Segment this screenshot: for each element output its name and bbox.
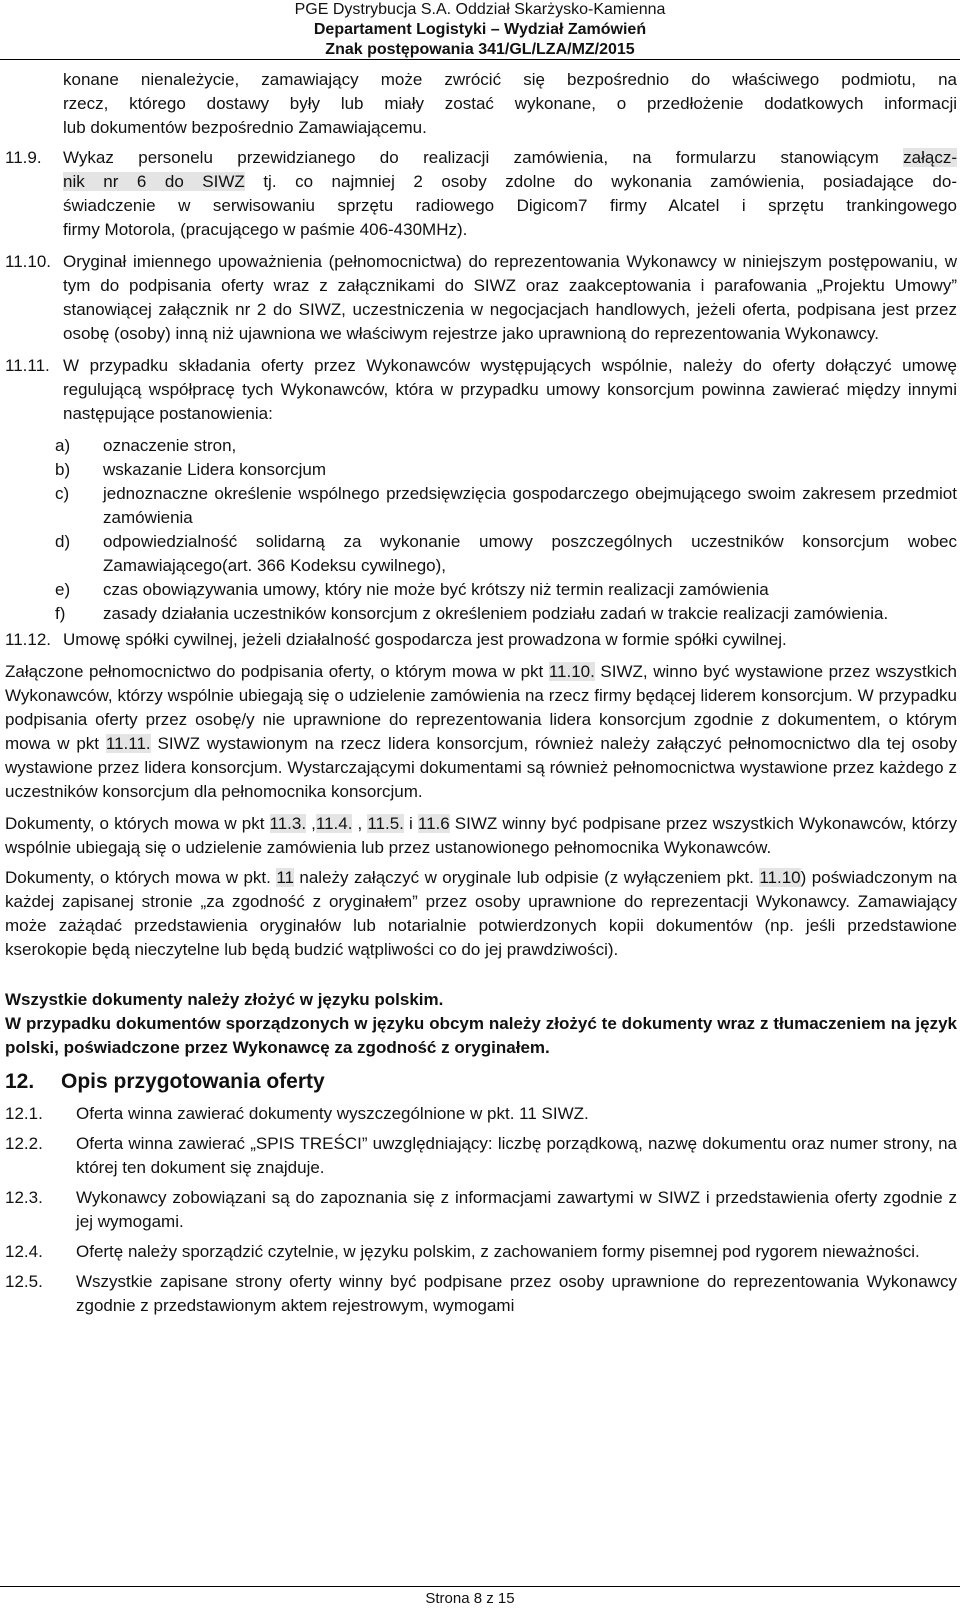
continued-line-3: lub dokumentów bezpośrednio Zamawiającemu. [63,118,427,137]
subsection-item: 12.3. Wykonawcy zobowiązani są do zapoznania się z informacjami zawartymi w SIWZ i przedstawienia oferty zgodnie z jej wymogami. [5,1188,957,1231]
bold-notice-language: Wszystkie dokumenty należy złożyć w języku polskim. [5,990,444,1009]
item-text: Oryginał imiennego upoważnienia (pełnomocnictwa) do reprezentowania Wykonawcy w niniejszym postępowaniu, w tym do podpisania oferty wraz z załącznikami do SIWZ oraz zaakceptowania i parafowania „Projektu Umowy” stanowiącej załącznik nr 2 do SIWZ, uczestniczenia w negocjacjach handlowych, jeżeli oferta, podpisana jest przez osobę (osoby) inną niż ujawniona we właściwym rejestrze jako uprawnioną do reprezentowania Wykonawcy. [63,252,957,343]
highlight-reference: 11.4. [315,814,353,833]
highlight-reference: 11.3. [269,814,307,833]
highlight-reference: 11.10. [548,662,595,681]
list-item: f) zasady działania uczestników konsorcjum z określeniem podziału zadań w trakcie realizacji zamówienia. [55,604,889,623]
highlight-reference: załącz- [903,148,957,167]
item-text: Umowę spółki cywilnej, jeżeli działalność gospodarcza jest prowadzona w formie spółki cywilnej. [63,630,787,649]
subsection-item: 12.2. Oferta winna zawierać „SPIS TREŚCI” uwzględniający: liczbę porządkową, nazwę dokumentu oraz numer strony, na której ten dokument się znajduje. [5,1134,957,1177]
continued-line-2: rzecz, którego dostawy były lub miały zostać wykonane, o przedłożenie dodatkowych informacji [63,94,957,113]
paragraph-signing-documents: Dokumenty, o których mowa w pkt 11.3. ,11.4. , 11.5. i 11.6 SIWZ winny być podpisane przez wszystkich Wykonawców, którzy wspólnie ubiegają się o udzielenie zamówienia lub przez ustanowionego pełnomocnika Wykonawców. [5,814,957,857]
highlight-reference: 11.6 [417,814,450,833]
item-11-9 [5,146,957,242]
item-11-11 [5,354,957,626]
highlight-reference: 11.5. [367,814,404,833]
page-number: Strona 8 z 15 [425,1590,515,1607]
section-number: 12. [5,1070,35,1093]
list-item: c) jednoznaczne określenie wspólnego przedsięwzięcia gospodarczego obejmującego swoim zakresem przedmiot zamówienia [55,484,957,527]
item-text: W przypadku składania oferty przez Wykonawców występujących wspólnie, należy do oferty dołączyć umowę regulującą współpracę tych Wykonawców, która w przypadku umowy konsorcjum powinna zawierać między innymi następujące postanowienia: [63,356,957,423]
list-item: e) czas obowiązywania umowy, który nie może być krótszy niż termin realizacji zamówienia [55,580,769,599]
subsection-item: 12.5. Wszystkie zapisane strony oferty winny być podpisane przez osoby uprawnione do reprezentowania Wykonawcy zgodnie z przedstawionym aktem rejestrowym, wymogami [5,1272,957,1315]
item-11-12 [5,628,957,652]
subsection-item: 12.4. Ofertę należy sporządzić czytelnie, w języku polskim, z zachowaniem formy pisemnej pod rygorem nieważności. [5,1242,920,1261]
highlight-reference: 11.10 [759,868,801,887]
list-item: d) odpowiedzialność solidarną za wykonanie umowy poszczególnych uczestników konsorcjum wobec Zamawiającego(art. 366 Kodeksu cywilnego), [55,532,957,575]
item-number: 11.9. [5,148,42,167]
item-11-10 [5,250,957,346]
item-text: świadczenie w serwisowaniu sprzętu radiowego Digicom7 firmy Alcatel i sprzętu trankingowego [63,196,957,215]
header-rule [0,59,960,60]
header-company: PGE Dystrybucja S.A. Oddział Skarżysko-Kamienna [294,1,666,18]
highlight-reference: nik nr 6 do SIWZ [63,172,245,191]
item-number: 11.12. [5,630,52,649]
paragraph-original-copies: Dokumenty, o których mowa w pkt. 11 należy załączyć w oryginale lub odpisie (z wyłączeniem pkt. 11.10) poświadczonym na każdej zapisanej stronie „za zgodność z oryginałem” przez osoby uprawnione do reprezentacji Wykonawcy. Zamawiający może zażądać przedstawienia oryginałów lub notarialnie potwierdzonych kopii dokumentów (np. jeśli przedstawione kserokopie będą nieczytelne lub będą budzić wątpliwości co do jej prawdziwości). [5,868,957,959]
item-text: Wykaz personelu przewidzianego do realizacji zamówienia, na formularzu stanowiącym [63,148,904,167]
page-header [0,0,960,60]
item-text: tj. co najmniej 2 osoby zdolne do wykonania zamówienia, posiadające do- [244,172,957,191]
header-department: Departament Logistyki – Wydział Zamówień [313,21,647,38]
highlight-reference: 11.11. [105,734,151,753]
bold-notice-translation: W przypadku dokumentów sporządzonych w języku obcym należy złożyć te dokumenty wraz z tłumaczeniem na język polski, poświadczone przez Wykonawcę za zgodność z oryginałem. [5,1014,957,1057]
subsection-item: 12.1. Oferta winna zawierać dokumenty wyszczególnione w pkt. 11 SIWZ. [5,1104,589,1123]
item-text: firmy Motorola, (pracującego w paśmie 406-430MHz). [63,220,468,239]
section-heading [5,1068,957,1096]
paragraph-power-of-attorney: Załączone pełnomocnictwo do podpisania oferty, o którym mowa w pkt 11.10. SIWZ, winno być wystawione przez wszystkich Wykonawców, którzy wspólnie ubiegają się o udzielenie zamówienia na rzecz firmy będącej liderem konsorcjum. W przypadku podpisania oferty przez osobę/y nie uprawnione do reprezentowania lidera konsorcjum zgodnie z dokumentem, o którym mowa w pkt 11.11. SIWZ wystawionym na rzecz lidera konsorcjum, również należy załączyć pełnomocnictwo dla tej osoby wystawione przez lidera konsorcjum. Wystarczającymi dokumentami są również pełnomocnictwa wystawione przez każdego z uczestników konsorcjum dla pełnomocnika konsorcjum. [5,662,957,801]
header-case-number: Znak postępowania 341/GL/LZA/MZ/2015 [325,41,635,58]
item-number: 11.11. [5,356,50,375]
highlight-reference: 11 [276,868,294,887]
page-content [5,68,957,1318]
list-item: b) wskazanie Lidera konsorcjum [55,460,326,479]
list-item: a) oznaczenie stron, [55,436,237,455]
continued-line-1: konane nienależycie, zamawiający może zwrócić się bezpośrednio do właściwego podmiotu, na [63,70,957,89]
item-number: 11.10. [5,252,52,271]
footer-rule [0,1586,960,1587]
section-title: Opis przygotowania oferty [61,1070,325,1093]
